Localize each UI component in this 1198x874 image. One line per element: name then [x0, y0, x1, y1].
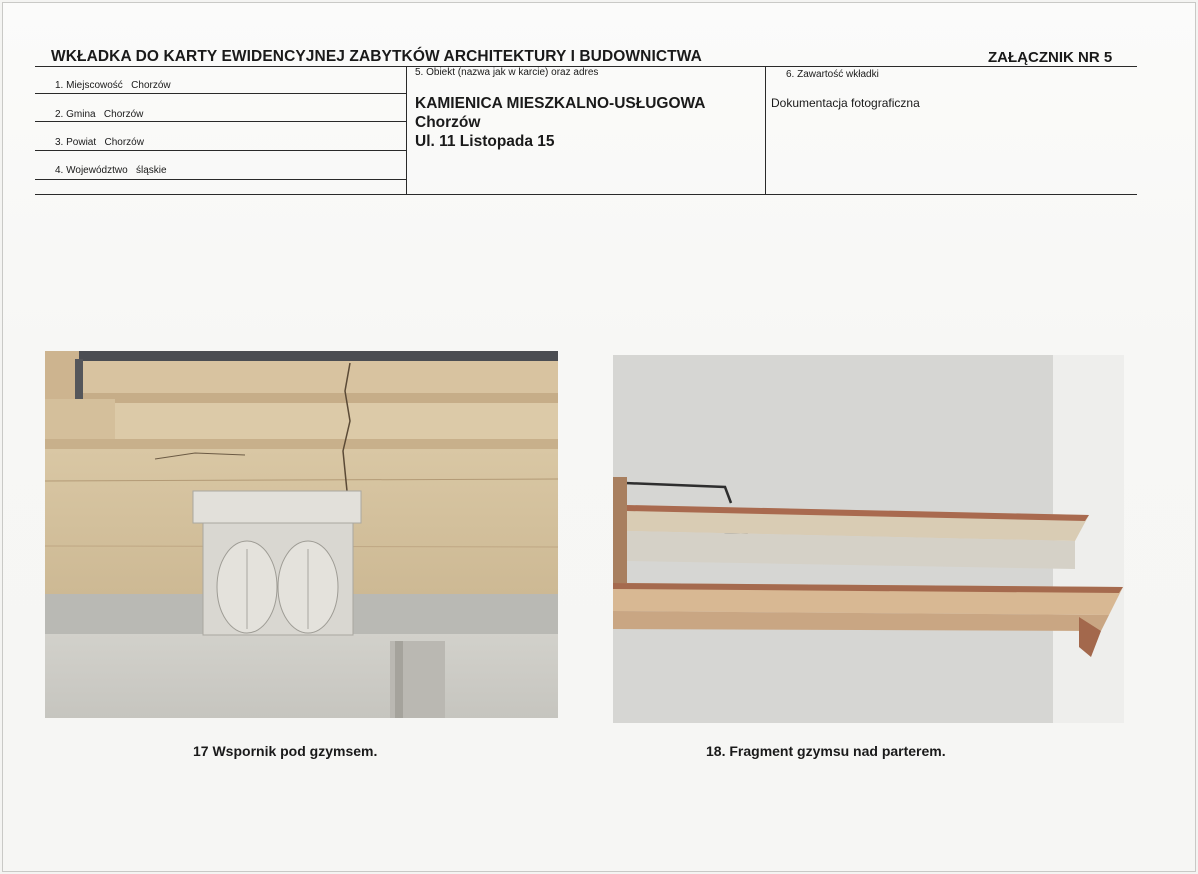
photo-17-caption: 17 Wspornik pod gzymsem. [193, 743, 378, 759]
photo-18 [613, 355, 1124, 723]
field-rule [35, 121, 406, 122]
photo-17 [45, 351, 558, 718]
document-title: WKŁADKA DO KARTY EWIDENCYJNEJ ZABYTKÓW ARCHITEKTURY I BUDOWNICTWA [51, 48, 702, 65]
form-bottom-rule [35, 194, 1137, 195]
field-locality-label: 1. Miejscowość [55, 80, 123, 91]
object-street: Ul. 11 Listopada 15 [415, 133, 555, 150]
field-commune-value: Chorzów [103, 109, 144, 120]
field-locality [55, 80, 171, 91]
field-voivodeship [55, 165, 167, 176]
photo-18-image [613, 355, 1124, 723]
field-voivodeship-value: śląskie [135, 165, 167, 176]
object-name: KAMIENICA MIESZKALNO-USŁUGOWA [415, 95, 706, 112]
object-label: 5. Obiekt (nazwa jak w karcie) oraz adres [415, 67, 599, 78]
object-city: Chorzów [415, 114, 481, 131]
field-rule [35, 150, 406, 151]
field-county-label: 3. Powiat [55, 137, 97, 148]
field-commune-label: 2. Gmina [55, 109, 96, 120]
field-rule [35, 93, 406, 94]
field-rule [35, 179, 406, 180]
field-county [55, 137, 144, 148]
content-value: Dokumentacja fotograficzna [771, 96, 920, 110]
field-county-value: Chorzów [104, 137, 144, 148]
field-voivodeship-label: 4. Województwo [55, 165, 128, 176]
annex-label: ZAŁĄCZNIK NR 5 [988, 49, 1113, 66]
form-divider-1 [406, 66, 407, 194]
field-commune [55, 109, 143, 120]
form-divider-2 [765, 66, 766, 194]
photo-17-image [45, 351, 558, 718]
field-locality-value: Chorzów [131, 80, 171, 91]
document-sheet [2, 2, 1196, 872]
content-label: 6. Zawartość wkładki [786, 69, 879, 80]
photo-18-caption: 18. Fragment gzymsu nad parterem. [706, 743, 946, 759]
